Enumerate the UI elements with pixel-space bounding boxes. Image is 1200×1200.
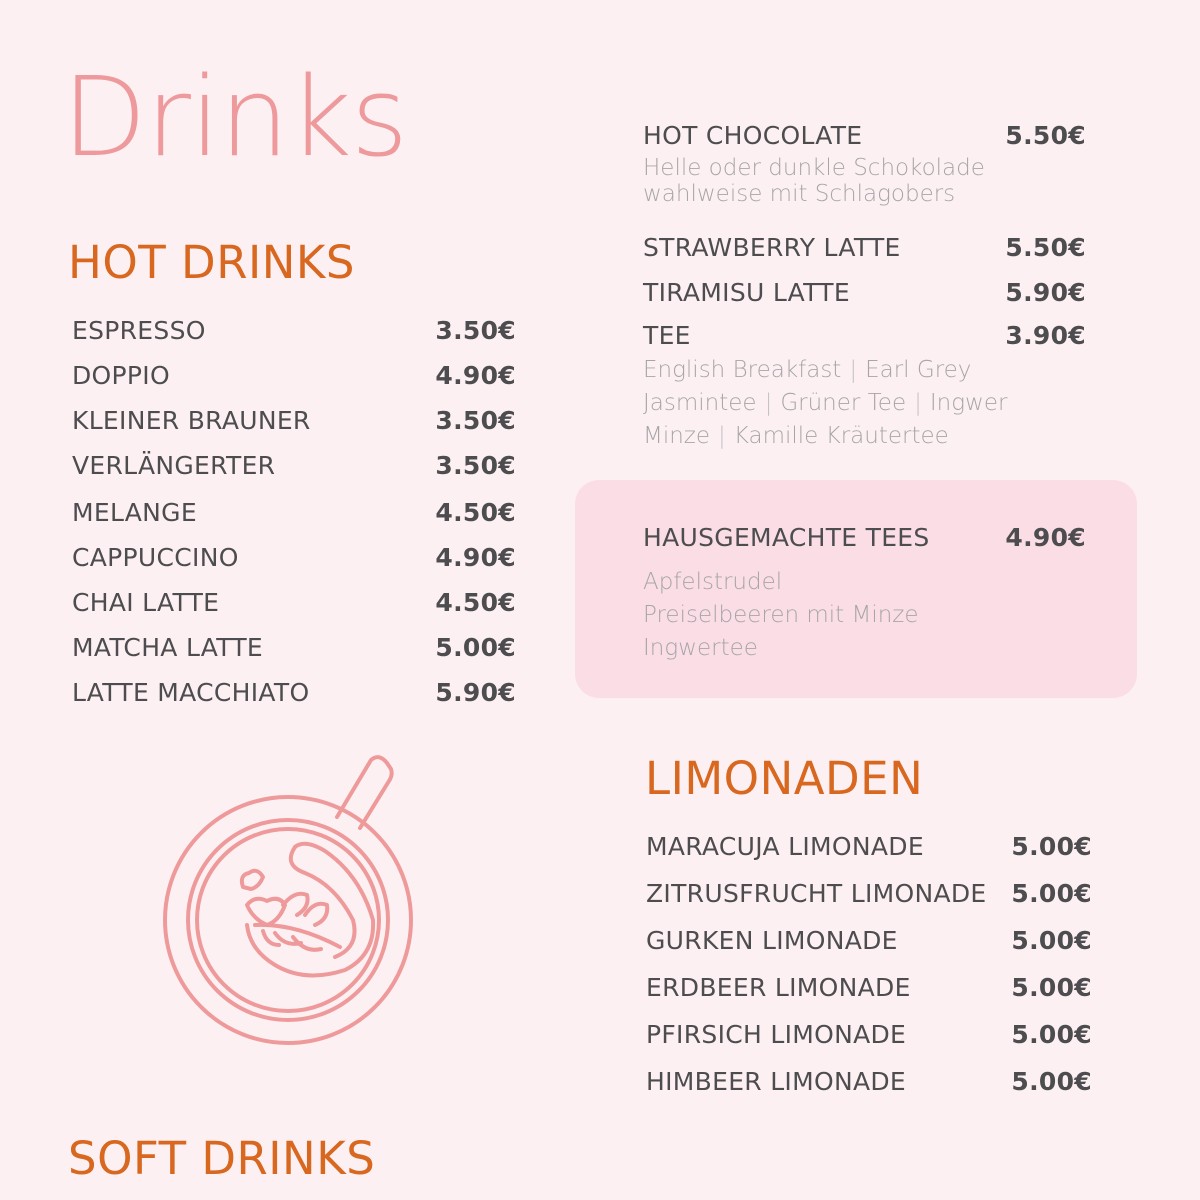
item-name: CAPPUCCINO — [72, 543, 239, 572]
menu-item — [72, 680, 516, 705]
menu-item-tee — [643, 323, 1086, 348]
homemade-variety: Apfelstrudel — [643, 569, 783, 595]
menu-item-strawberry-latte — [643, 235, 1086, 260]
menu-item-hot-chocolate — [643, 123, 1086, 148]
item-price: 5.90€ — [435, 678, 516, 707]
item-name: TIRAMISU LATTE — [643, 278, 850, 307]
menu-item — [72, 500, 516, 525]
homemade-variety: Ingwertee — [643, 635, 758, 661]
separator: | — [764, 390, 773, 416]
menu-item — [646, 975, 1092, 1000]
item-name: PFIRSICH LIMONADE — [646, 1020, 907, 1049]
tea-variety: Grüner Tee — [780, 390, 907, 416]
item-description: Helle oder dunkle Schokolade — [643, 155, 985, 181]
item-description: wahlweise mit Schlagobers — [643, 181, 956, 207]
menu-item — [646, 834, 1092, 859]
item-name: STRAWBERRY LATTE — [643, 233, 901, 262]
item-price: 5.00€ — [1011, 879, 1092, 908]
hot-drinks-heading: HOT DRINKS — [68, 236, 355, 289]
item-price: 5.00€ — [1011, 926, 1092, 955]
tea-variety: Kamille Kräutertee — [733, 423, 949, 449]
item-price: 5.00€ — [1011, 1067, 1092, 1096]
limonaden-heading: LIMONADEN — [645, 752, 924, 805]
menu-item — [646, 1069, 1092, 1094]
tea-varieties-line — [643, 392, 1007, 415]
tea-variety: Minze — [643, 423, 711, 449]
item-price: 4.90€ — [435, 361, 516, 390]
item-name: HOT CHOCOLATE — [643, 121, 863, 150]
item-price: 4.90€ — [1005, 523, 1086, 552]
tea-variety: Ingwer — [929, 390, 1008, 416]
item-name: ERDBEER LIMONADE — [646, 973, 911, 1002]
item-name: ZITRUSFRUCHT LIMONADE — [646, 879, 987, 908]
menu-item — [72, 408, 516, 433]
item-price: 3.90€ — [1005, 321, 1086, 350]
item-price: 5.00€ — [435, 633, 516, 662]
item-price: 3.50€ — [435, 406, 516, 435]
item-price: 5.50€ — [1005, 233, 1086, 262]
item-name: MELANGE — [72, 498, 197, 527]
latte-cup-icon — [155, 755, 420, 1055]
item-price: 4.90€ — [435, 543, 516, 572]
tea-variety: English Breakfast — [643, 357, 842, 383]
item-price: 4.50€ — [435, 588, 516, 617]
separator: | — [849, 357, 858, 383]
item-name: ESPRESSO — [72, 316, 206, 345]
separator: | — [914, 390, 922, 416]
menu-item — [72, 318, 516, 343]
item-name: TEE — [643, 321, 691, 350]
tea-varieties-line — [643, 359, 971, 382]
item-price: 5.00€ — [1011, 973, 1092, 1002]
item-name: MATCHA LATTE — [72, 633, 264, 662]
item-name: HIMBEER LIMONADE — [646, 1067, 906, 1096]
tea-variety: Earl Grey — [865, 357, 972, 383]
item-price: 5.00€ — [1011, 1020, 1092, 1049]
tea-varieties-line — [643, 425, 949, 448]
soft-drinks-heading: SOFT DRINKS — [68, 1132, 376, 1185]
menu-item — [646, 881, 1092, 906]
menu-item — [72, 635, 516, 660]
menu-item — [646, 1022, 1092, 1047]
item-price: 3.50€ — [435, 316, 516, 345]
menu-item — [72, 545, 516, 570]
homemade-variety: Preiselbeeren mit Minze — [643, 602, 919, 628]
item-price: 5.50€ — [1005, 121, 1086, 150]
item-name: LATTE MACCHIATO — [72, 678, 310, 707]
page-title: Drinks — [62, 53, 408, 181]
item-name: DOPPIO — [72, 361, 170, 390]
item-price: 5.90€ — [1005, 278, 1086, 307]
item-price: 5.00€ — [1011, 832, 1092, 861]
item-name: MARACUJA LIMONADE — [646, 832, 924, 861]
menu-item — [72, 590, 516, 615]
menu-item — [72, 363, 516, 388]
tea-variety: Jasmintee — [643, 390, 757, 416]
item-name: CHAI LATTE — [72, 588, 220, 617]
item-name: GURKEN LIMONADE — [646, 926, 898, 955]
separator: | — [718, 423, 726, 449]
item-price: 3.50€ — [435, 451, 516, 480]
menu-item-homemade-teas — [643, 525, 1086, 550]
menu-item-tiramisu-latte — [643, 280, 1086, 305]
item-name: VERLÄNGERTER — [72, 451, 276, 480]
item-price: 4.50€ — [435, 498, 516, 527]
menu-item — [646, 928, 1092, 953]
item-name: HAUSGEMACHTE TEES — [643, 523, 930, 552]
menu-item — [72, 453, 516, 478]
item-name: KLEINER BRAUNER — [72, 406, 311, 435]
